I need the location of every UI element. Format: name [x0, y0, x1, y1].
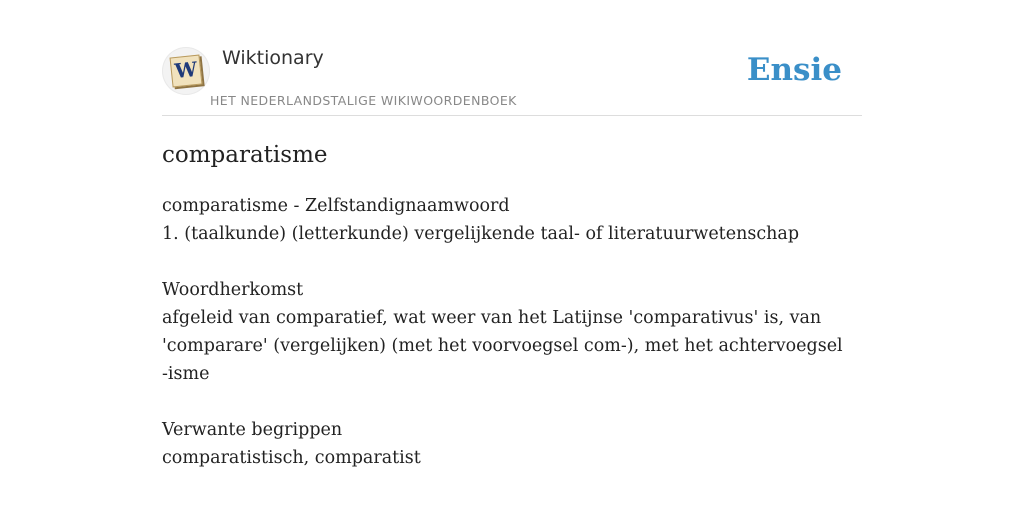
part-of-speech-line: comparatisme - Zelfstandignaamwoord [162, 196, 510, 216]
related-heading: Verwante begrippen [162, 420, 343, 440]
logo-letter: W [173, 56, 199, 84]
entry-card [162, 0, 862, 512]
logo-tile [170, 55, 203, 88]
entry-content [162, 192, 852, 472]
site-tagline: HET NEDERLANDSTALIGE WIKIWOORDENBOEK [210, 93, 517, 108]
ensie-brand-link[interactable]: Ensie [746, 52, 842, 88]
definition-line: 1. (taalkunde) (letterkunde) vergelijkende taal- of literatuurwetenschap [162, 224, 800, 244]
spacer [162, 248, 852, 276]
site-name: Wiktionary [222, 47, 324, 69]
etymology-text: afgeleid van comparatief, wat weer van het Latijnse 'comparativus' is, van 'comparare' (vergelijken) (met het voorvoegsel com-), met het achtervoegsel -isme [162, 308, 843, 384]
site-header [162, 0, 862, 116]
spacer [162, 388, 852, 416]
wiktionary-logo-icon [162, 47, 210, 95]
page-title: comparatisme [162, 142, 328, 168]
etymology-heading: Woordherkomst [162, 280, 304, 300]
related-terms: comparatistisch, comparatist [162, 448, 421, 468]
